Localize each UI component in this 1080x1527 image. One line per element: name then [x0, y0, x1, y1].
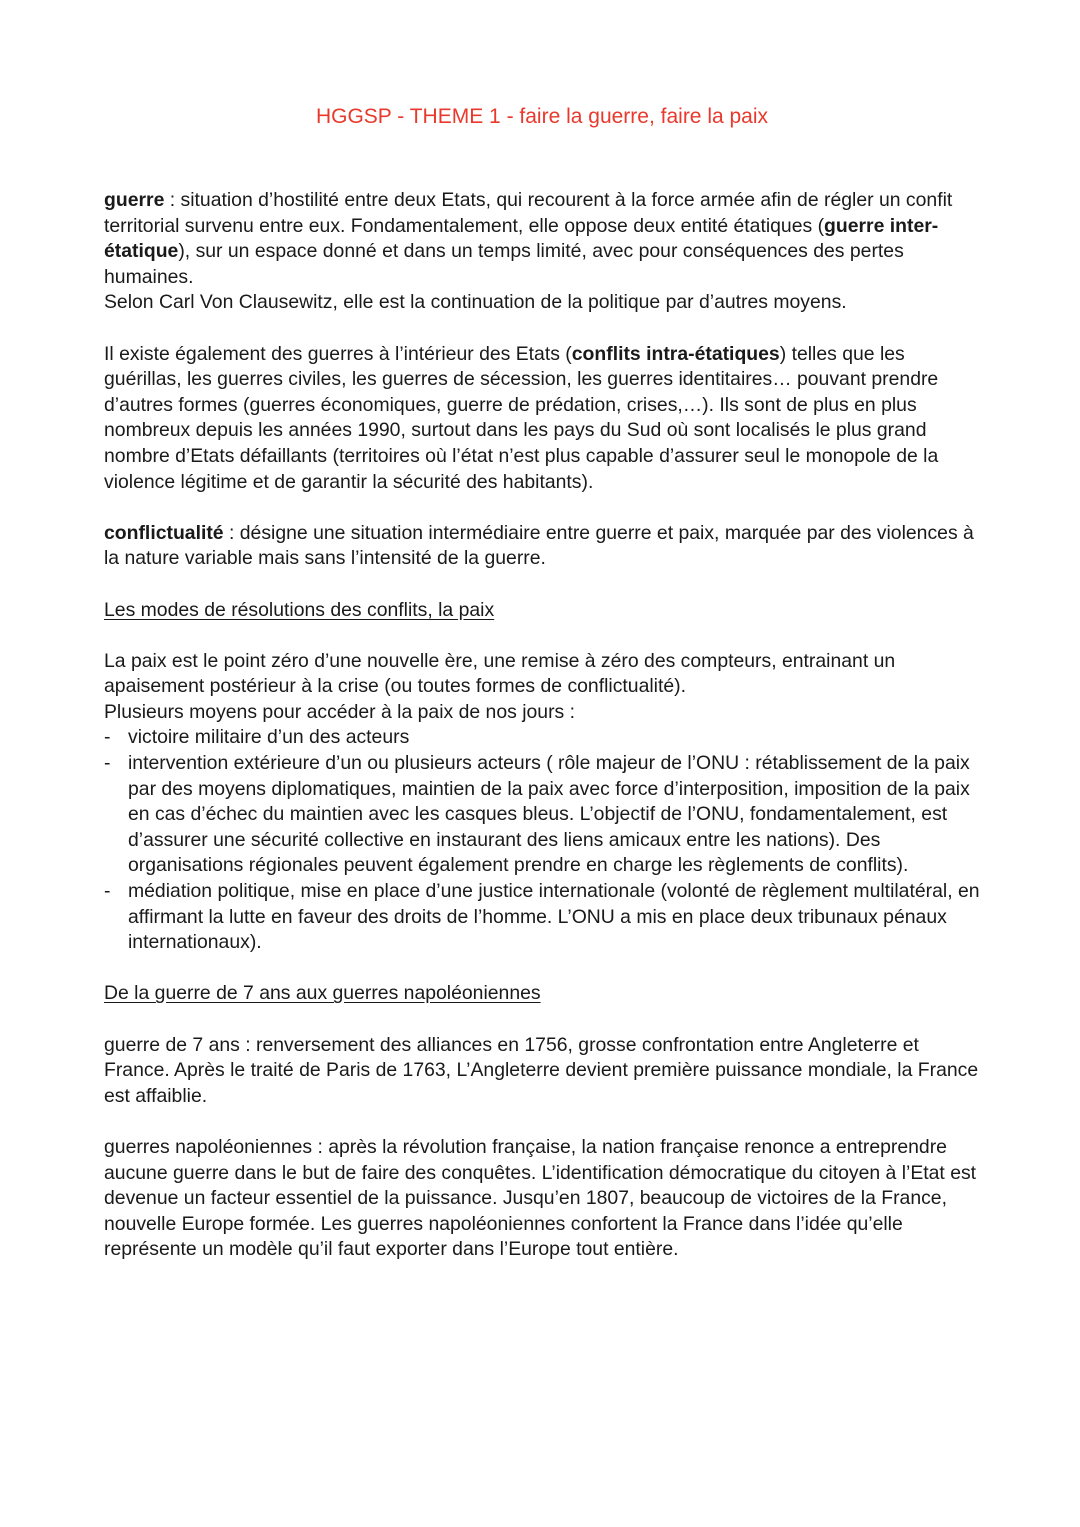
intra-text-2: ) telles que les guérillas, les guerres civiles, les guerres de sécession, les guerres identitaires… pouvant prendre d’autres formes (guerres économiques, guerre de prédation, crises,…). Ils sont de plus en plus nombreux depuis les années 1990, surtout dans les pays du Sud où sont localisés le plus grand nombre d’Etats défaillants (territoires où l’état n’est plus capable d’assurer seul le monopole de la violence légitime et de garantir la sécurité des habitants). [104, 342, 939, 493]
list-item: - intervention extérieure d’un ou plusieurs acteurs ( rôle majeur de l’ONU : rétablissement de la paix par des moyens diplomatiques, maintien de la paix avec force d’interposition, imposition de la paix en cas d’échec du maintien avec les casques bleus. L’objectif de l’ONU, fondamentalement, est d’assurer une sécurité collective en instaurant des liens amicaux entre les nations). Des organisations régionales peuvent également prendre en charge les règlements de conflits). [104, 751, 980, 879]
intra-etatique-paragraph [104, 342, 980, 496]
clausewitz-quote: Selon Carl Von Clausewitz, elle est la continuation de la politique par d’autres moyens. [104, 291, 847, 314]
paix-intro: Plusieurs moyens pour accéder à la paix de nos jours : [104, 700, 576, 723]
conflictualite-text: : désigne une situation intermédiaire entre guerre et paix, marquée par des violences à la nature variable mais sans l’intensité de la guerre. [104, 521, 974, 570]
conflictualite-definition [104, 521, 980, 572]
term-conflits-intra-etatiques: conflits intra-étatiques [571, 342, 780, 365]
intra-text-1: Il existe également des guerres à l’intérieur des Etats ( [104, 342, 572, 365]
guerres-napoleoniennes-paragraph: guerres napoléoniennes : après la révolution française, la nation française renonce a entreprendre aucune guerre dans le but de faire des conquêtes. L’identification démocratique du citoyen à l’Etat est devenue un facteur essentiel de la puissance. Jusqu’en 1807, beaucoup de victoires de la France, nouvelle Europe formée. Les guerres napoléoniennes confortent la France dans l’idée qu’elle représente un modèle qu’il faut exporter dans l’Europe tout entière. [104, 1135, 977, 1261]
paix-means-list [104, 725, 980, 955]
list-item: - médiation politique, mise en place d’une justice internationale (volonté de règlement multilatéral, en affirmant la lutte en faveur des droits de l’homme. L’ONU a mis en place deux tribunaux pénaux internationaux). [104, 879, 980, 956]
list-item: - victoire militaire d’un des acteurs [104, 725, 980, 751]
guerre-7-ans-paragraph: guerre de 7 ans : renversement des alliances en 1756, grosse confrontation entre Angleterre et France. Après le traité de Paris de 1763, L’Angleterre devient première puissance mondiale, la France est affaiblie. [104, 1033, 979, 1107]
guerre-text-2: ), sur un espace donné et dans un temps limité, avec pour conséquences des pertes humaines. [104, 240, 904, 288]
section-heading-paix: Les modes de résolutions des conflits, la paix [104, 598, 495, 621]
term-conflictualite: conflictualité [104, 521, 224, 544]
guerre-definition [104, 188, 980, 290]
guerre-text-1: : situation d’hostilité entre deux Etats, qui recourent à la force armée afin de régler un confit territorial survenu entre eux. Fondamentalement, elle oppose deux entité étatiques ( [104, 189, 953, 237]
page-title: HGGSP - THEME 1 - faire la guerre, faire la paix [315, 105, 769, 128]
paix-paragraph: La paix est le point zéro d’une nouvelle ère, une remise à zéro des compteurs, entrainant un apaisement postérieur à la crise (ou toutes formes de conflictualité). [104, 649, 896, 698]
term-guerre-inter-etatique: guerre inter-étatique [104, 214, 939, 263]
section-heading-guerres: De la guerre de 7 ans aux guerres napoléoniennes [104, 982, 541, 1005]
term-guerre: guerre [104, 189, 165, 211]
